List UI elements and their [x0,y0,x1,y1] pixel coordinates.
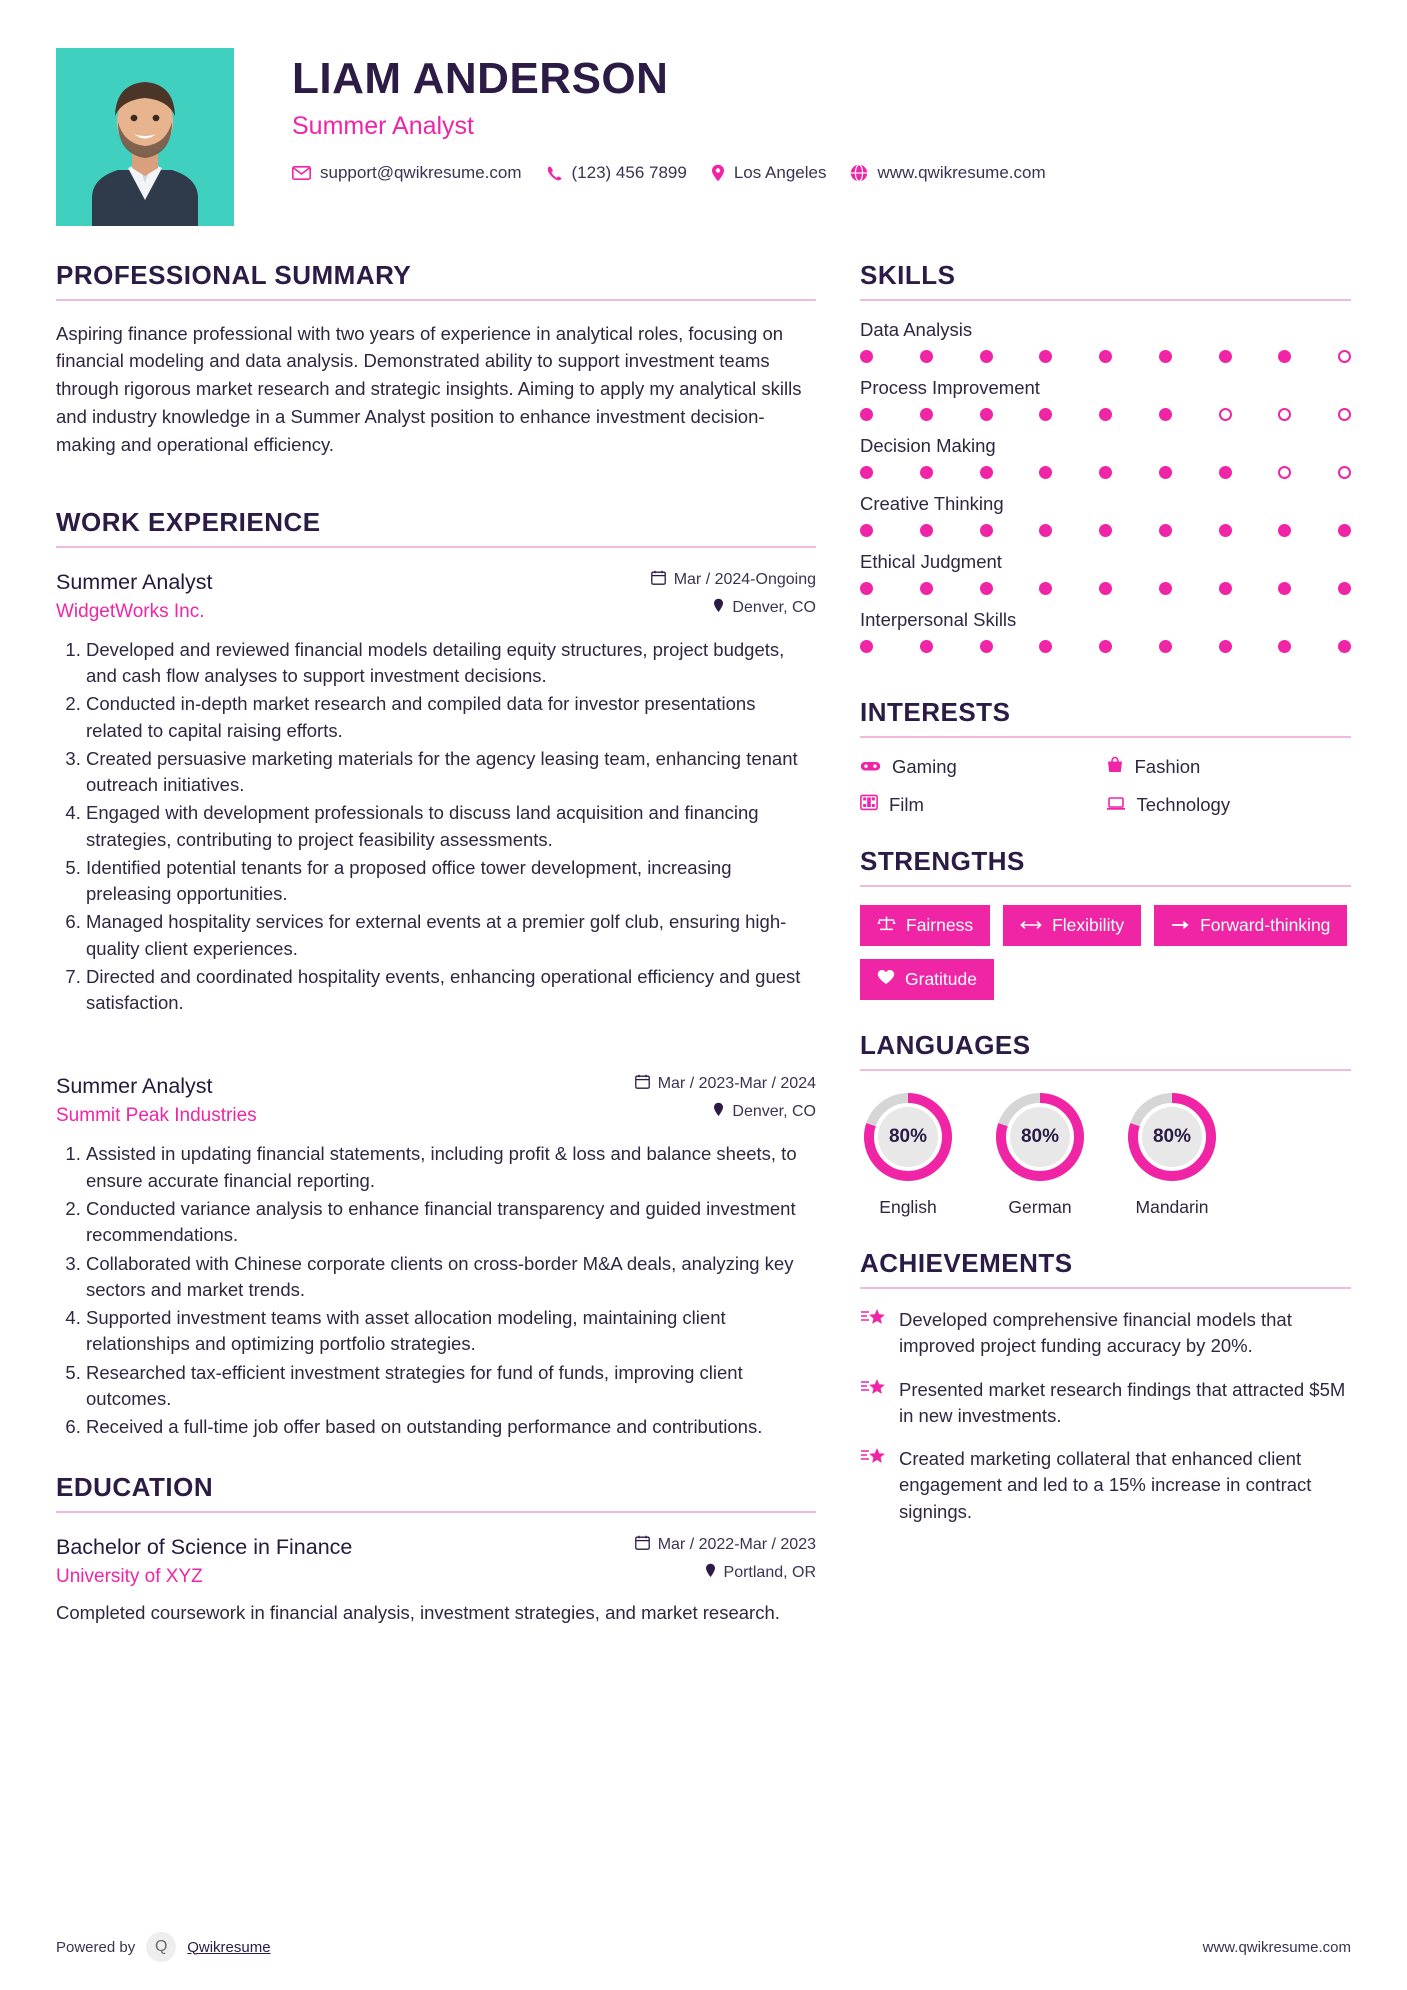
header-text [234,48,1351,183]
page-footer [56,1932,1351,1962]
section-title-education: EDUCATION [56,1472,214,1503]
list-item: 2. Conducted in-depth market research and compiled data for investor presentations related to capital raising efforts. [86,691,816,744]
contact-website-text: www.qwikresume.com [877,163,1046,183]
language-percent: 80% [1010,1107,1070,1167]
achievement-text: Created marketing collateral that enhanced client engagement and led to a 15% increase in contract signings. [899,1448,1312,1522]
strength-label: Forward-thinking [1200,915,1331,935]
summary-text: Aspiring finance professional with two years of experience in analytical roles, focusing on financial modeling and data analysis. Demonstrated ability to support investment teams through rigorous market research and strategic insights. Aiming to apply my analytical skills and industry knowledge in a Summer Analyst position to enhance investment decision-making and operational efficiency. [56,322,802,455]
star-badge-icon [860,1377,886,1430]
job-dates-text: Mar / 2023-Mar / 2024 [657,1075,816,1093]
avatar [56,48,234,226]
divider [860,736,1351,738]
strength-label: Gratitude [905,969,977,989]
section-title-skills: SKILLS [860,260,956,290]
language-progress-ring [860,1089,956,1185]
strength-label: Fairness [906,915,974,935]
work-entry [56,1074,816,1440]
list-item: 4. Engaged with development professionals to discuss land acquisition and financing strategies, contributing to project feasibility assessments. [86,800,816,853]
skill-label: Ethical Judgment [860,551,1002,572]
list-item: 6. Managed hospitality services for external events at a premier golf club, ensuring high-quality client experiences. [86,909,816,962]
arrows-horizontal-icon [1020,915,1042,936]
list-item: 5. Identified potential tenants for a proposed office tower development, increasing preleasing opportunities. [86,855,816,908]
interest-label: Film [889,794,924,815]
resume-header [56,48,1351,226]
globe-icon [850,164,868,182]
language-label: English [879,1197,937,1217]
contact-email-text: support@qwikresume.com [320,163,522,183]
achievement-text: Presented market research findings that attracted $5M in new investments. [899,1378,1346,1426]
section-title-achievements: ACHIEVEMENTS [860,1248,1073,1278]
star-badge-icon [860,1307,886,1360]
achievement-text: Developed comprehensive financial models that improved project funding accuracy by 20%. [899,1309,1292,1357]
divider [56,1511,816,1513]
skill-rating [860,640,1351,653]
skill-item [860,319,1351,363]
language-percent: 80% [878,1107,938,1167]
job-dates [651,570,816,590]
job-title: Summer Analyst [56,569,213,594]
strength-chip [860,959,994,1000]
strengths-list [860,905,1351,1000]
achievements-list [860,1307,1351,1525]
heart-icon [877,969,895,990]
list-item: 2. Conducted variance analysis to enhance financial transparency and guided investment recommendations. [86,1196,816,1249]
portrait-photo [56,48,234,226]
contact-website[interactable] [850,163,1045,183]
interest-item [1106,794,1352,816]
job-dates [635,1074,816,1094]
language-label: Mandarin [1135,1197,1209,1217]
language-percent: 80% [1142,1107,1202,1167]
skill-item [860,493,1351,537]
skill-rating [860,408,1351,421]
education-location-text: Portland, OR [723,1564,816,1582]
laptop-icon [1106,794,1126,816]
work-entry [56,570,816,1017]
list-item: 1. Developed and reviewed financial models detailing equity structures, project budgets, and cash flow analyses to support investment decisions. [86,637,816,690]
location-pin-icon [711,164,725,182]
language-item [992,1089,1088,1218]
phone-icon [546,165,563,182]
skill-label: Creative Thinking [860,493,1004,514]
calendar-icon [651,570,666,590]
strength-chip [1003,905,1141,946]
skill-rating [860,466,1351,479]
skill-item [860,377,1351,421]
interest-item [1106,756,1352,778]
education-location [635,1563,816,1583]
skill-rating [860,524,1351,537]
calendar-icon [635,1535,650,1555]
map-marker-icon [713,598,724,618]
achievement-item [860,1307,1351,1360]
list-item: 3. Created persuasive marketing materials for the agency leasing team, enhancing tenant outreach initiatives. [86,746,816,799]
divider [56,299,816,301]
arrow-right-icon [1171,915,1190,936]
contact-phone[interactable] [546,163,687,183]
gamepad-icon [860,756,881,778]
language-progress-ring [992,1089,1088,1185]
section-title-summary: PROFESSIONAL SUMMARY [56,260,412,290]
scales-icon [877,915,896,936]
skill-item [860,551,1351,595]
divider [860,1287,1351,1289]
job-bullets [56,1141,816,1440]
skills-list [860,319,1351,653]
section-title-strengths: STRENGTHS [860,846,1025,876]
job-title: Summer Analyst [56,1074,213,1099]
list-item: 1. Assisted in updating financial statements, including profit & loss and balance sheets, to ensure accurate financial reporting. [86,1141,816,1194]
skill-label: Data Analysis [860,319,973,340]
divider [56,546,816,548]
job-location-text: Denver, CO [732,1103,816,1121]
map-marker-icon [705,1563,716,1583]
strength-label: Flexibility [1052,915,1125,935]
skill-label: Decision Making [860,435,996,456]
skill-item [860,609,1351,653]
divider [860,1069,1351,1071]
school-name: University of XYZ [56,1566,203,1588]
interest-label: Fashion [1134,756,1201,777]
handbag-icon [1106,756,1124,778]
section-title-interests: INTERESTS [860,697,1011,727]
list-item: 5. Researched tax-efficient investment strategies for fund of funds, improving client outcomes. [86,1360,816,1413]
contact-phone-text: (123) 456 7899 [571,163,687,183]
qwikresume-link[interactable]: Qwikresume [187,1938,271,1956]
education-dates-text: Mar / 2022-Mar / 2023 [657,1536,816,1554]
envelope-icon [292,166,311,180]
job-location-text: Denver, CO [732,598,816,616]
skill-rating [860,350,1351,363]
list-item: 7. Directed and coordinated hospitality events, enhancing operational efficiency and guest satisfaction. [86,964,816,1017]
education-dates [635,1535,816,1555]
interest-item [860,794,1106,816]
languages-list [860,1089,1351,1218]
education-description: Completed coursework in financial analysis, investment strategies, and market research. [56,1602,780,1624]
contact-location[interactable] [711,163,827,183]
footer-site: www.qwikresume.com [1202,1938,1351,1956]
contact-list [292,163,1351,183]
calendar-icon [635,1074,650,1094]
job-company: Summit Peak Industries [56,1105,257,1127]
list-item: 6. Received a full-time job offer based on outstanding performance and contributions. [86,1414,816,1440]
divider [860,299,1351,301]
divider [860,885,1351,887]
achievement-item [860,1377,1351,1430]
skill-label: Process Improvement [860,377,1040,398]
film-icon [860,794,878,816]
job-location [635,1102,816,1122]
interest-item [860,756,1106,778]
language-item [1124,1089,1220,1218]
degree-title: Bachelor of Science in Finance [56,1535,353,1560]
job-bullets [56,637,816,1017]
interest-label: Gaming [892,756,957,777]
job-role-subtitle: Summer Analyst [292,112,475,141]
job-location [651,598,816,618]
language-item [860,1089,956,1218]
achievement-item [860,1446,1351,1525]
right-column [860,260,1351,1646]
strength-chip [860,905,990,946]
skill-rating [860,582,1351,595]
skill-item [860,435,1351,479]
section-title-work: WORK EXPERIENCE [56,506,321,537]
skill-label: Interpersonal Skills [860,609,1017,630]
qwikresume-logo-icon: Q [146,1932,176,1962]
interests-list [860,756,1351,816]
star-badge-icon [860,1446,886,1525]
powered-by [56,1932,271,1962]
language-progress-ring [1124,1089,1220,1185]
contact-email[interactable] [292,163,522,183]
left-column [56,260,816,1646]
language-label: German [1008,1197,1072,1217]
job-dates-text: Mar / 2024-Ongoing [673,570,816,588]
interest-label: Technology [1136,794,1231,815]
powered-by-label: Powered by [56,1938,136,1956]
section-title-languages: LANGUAGES [860,1030,1031,1060]
list-item: 4. Supported investment teams with asset allocation modeling, maintaining client relationships and optimizing portfolio strategies. [86,1305,816,1358]
page-title: LIAM ANDERSON [292,54,669,103]
job-company: WidgetWorks Inc. [56,600,205,622]
content-columns [56,260,1351,1646]
contact-location-text: Los Angeles [733,163,827,183]
education-entry [56,1535,816,1627]
strength-chip [1154,905,1347,946]
list-item: 3. Collaborated with Chinese corporate clients on cross-border M&A deals, analyzing key sectors and market trends. [86,1251,816,1304]
map-marker-icon [713,1102,724,1122]
